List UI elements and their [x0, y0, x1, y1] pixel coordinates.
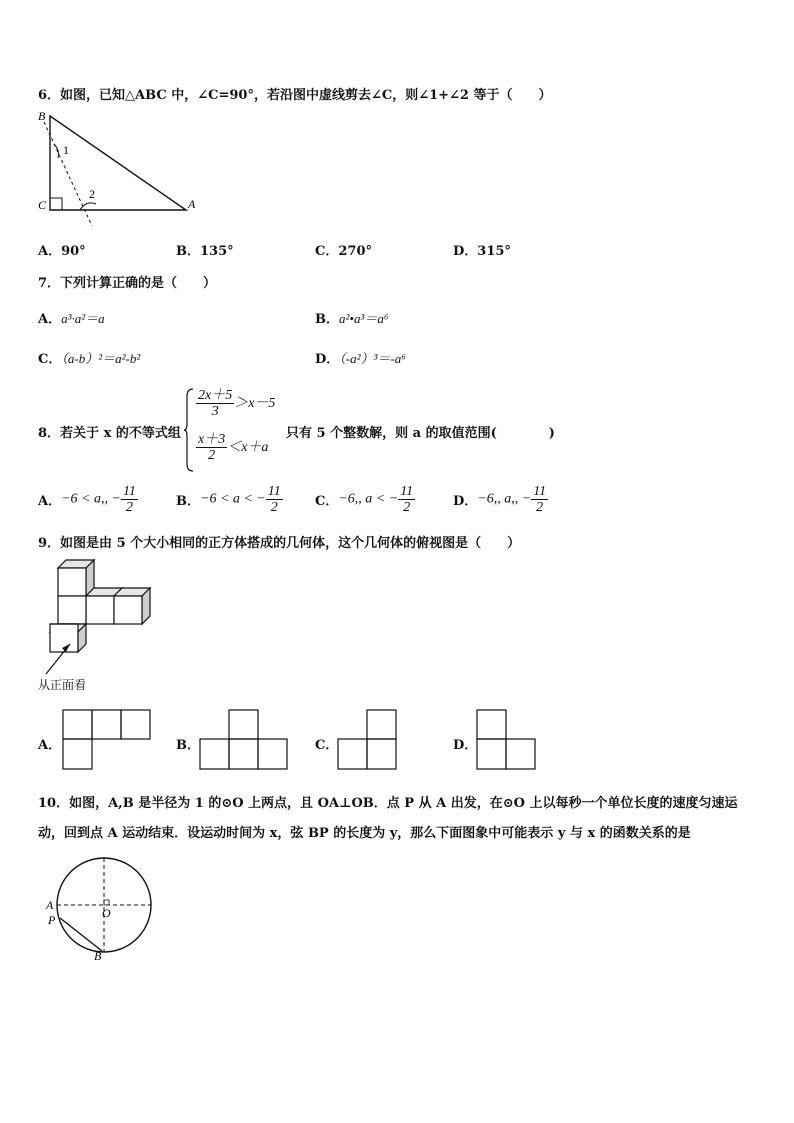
q9-option-b[interactable]: B．	[176, 738, 200, 753]
point-o-label: O	[102, 906, 111, 920]
q6-option-a[interactable]: A．90°	[38, 244, 86, 259]
ineq2-rest: ＜x＋a	[227, 440, 269, 455]
q9-option-c[interactable]: C．	[315, 738, 339, 753]
q7-option-a[interactable]: A．a³·a²＝a	[38, 311, 105, 327]
q8-option-a[interactable]: A．−6 < a,, − $\frac{11}{2}$	[38, 484, 136, 515]
point-p-label: P	[48, 913, 56, 927]
vertex-b-label: B	[38, 109, 46, 123]
question-8-stem-part1: 8．若关于 x 的不等式组	[38, 426, 181, 441]
q7-option-c[interactable]: C．（a-b）²＝a²-b²	[38, 351, 141, 367]
question-9-stem: 9．如图是由 5 个大小相同的正方体搭成的几何体，这个几何体的俯视图是（ ）	[38, 536, 521, 551]
q9-option-d[interactable]: D．	[453, 738, 478, 753]
point-b-label: B	[94, 949, 102, 963]
vertex-c-label: C	[38, 198, 47, 212]
q6-option-d[interactable]: D．315°	[453, 244, 511, 259]
question-10-stem-line2: 动，回到点 A 运动结束．设运动时间为 x，弦 BP 的长度为 y，那么下面图象中可能表示 y 与 x 的函数关系的是	[38, 826, 691, 841]
q6-option-b[interactable]: B．135°	[176, 244, 234, 259]
q9-option-c-figure[interactable]	[337, 709, 401, 773]
q8-option-d[interactable]: D．−6,, a,, − $\frac{11}{2}$	[453, 484, 547, 515]
q7-option-b[interactable]: B．a²•a³＝a⁶	[315, 311, 389, 327]
front-view-label: 从正面看	[38, 678, 87, 692]
ineq2-numerator: x＋3	[198, 432, 226, 447]
q9-option-a-figure[interactable]	[62, 709, 154, 773]
question-8-stem-part2: 只有 5 个整数解，则 a 的取值范围( )	[286, 426, 555, 441]
question-6-stem: 6．如图，已知△ABC 中，∠C=90°，若沿图中虚线剪去∠C，则∠1+∠2 等于（ ）	[38, 88, 552, 103]
inequality-2	[196, 432, 268, 463]
question-10-stem-line1: 10．如图，A,B 是半径为 1 的⊙O 上两点，且 OA⊥OB．点 P 从 A 出发，在⊙O 上以每秒一个单位长度的速度匀速运	[38, 796, 738, 811]
q6-option-c[interactable]: C．270°	[315, 244, 372, 259]
inequality-1	[196, 388, 275, 419]
point-a-label: A	[46, 898, 54, 912]
q8-option-c[interactable]: C．−6,, a < − $\frac{11}{2}$	[315, 484, 414, 515]
question-7-stem: 7．下列计算正确的是（ ）	[38, 276, 217, 291]
circle-figure	[42, 856, 172, 964]
cube-solid-figure	[42, 560, 162, 680]
q8-option-b[interactable]: B．−6 < a < − $\frac{11}{2}$	[176, 484, 281, 515]
ineq2-denominator: 2	[208, 448, 216, 463]
q9-option-b-figure[interactable]	[199, 709, 291, 773]
triangle-figure	[36, 108, 206, 233]
angle-1-label: 1	[63, 143, 69, 157]
angle-2-label: 2	[89, 187, 95, 201]
q7-option-d[interactable]: D．（-a²）³＝-a⁶	[315, 351, 406, 367]
q9-option-a[interactable]: A．	[38, 738, 62, 753]
q9-option-d-figure[interactable]	[476, 709, 540, 773]
vertex-a-label: A	[188, 197, 196, 211]
ineq1-rest: ＞x－5	[234, 396, 276, 411]
ineq1-denominator: 3	[211, 404, 219, 419]
ineq1-numerator: 2x＋5	[198, 388, 233, 403]
system-brace	[184, 388, 194, 472]
